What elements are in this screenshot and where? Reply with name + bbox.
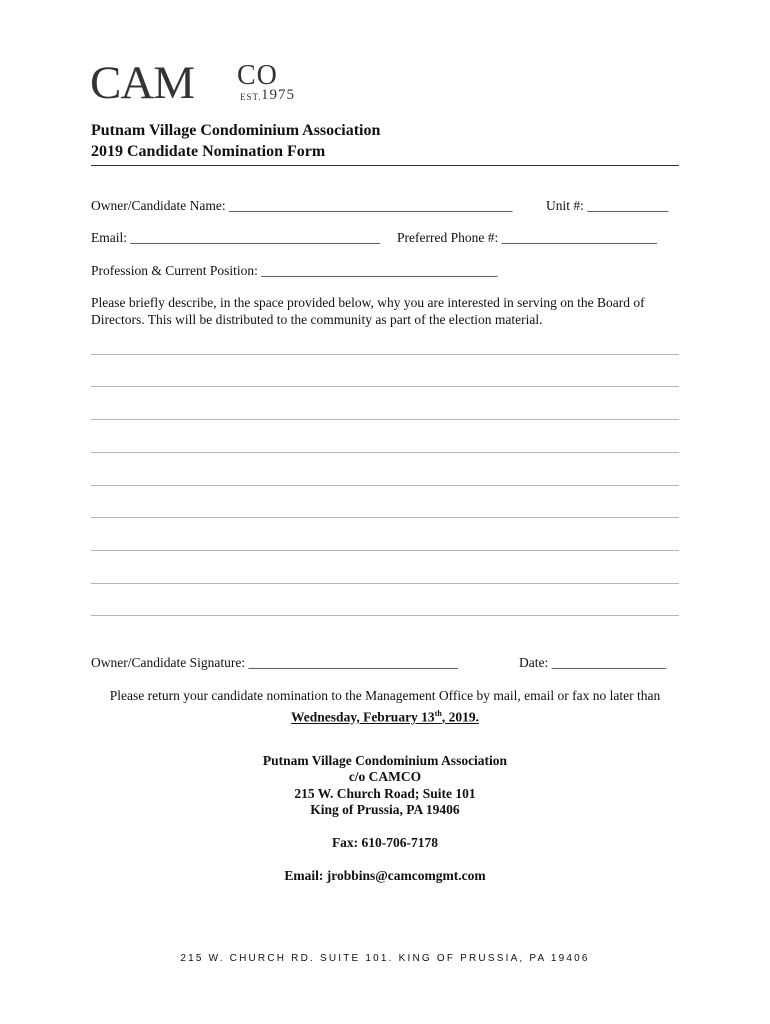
owner-name-field[interactable]: Owner/Candidate Name: __________________________________________ <box>91 198 513 213</box>
logo-name: CAM <box>90 57 195 109</box>
address-street: 215 W. Church Road; Suite 101 <box>294 786 476 801</box>
footer-address: 215 W. CHURCH RD. SUITE 101. KING OF PRUSSIA, PA 19406 <box>180 953 590 964</box>
logo-suffix: CO <box>237 60 278 91</box>
email-field[interactable]: Email: _____________________________________ <box>91 230 381 245</box>
writing-line[interactable] <box>91 485 679 486</box>
title-divider <box>91 165 679 166</box>
deadline-date-year: , 2019. <box>441 709 479 725</box>
camco-logo <box>90 57 310 109</box>
address-email: Email: jrobbins@camcomgmt.com <box>284 868 486 883</box>
deadline-date-text: Wednesday, February 13 <box>291 709 435 725</box>
logo-est-label: EST. <box>240 92 262 102</box>
signature-field[interactable]: Owner/Candidate Signature: _______________________________ <box>91 655 458 670</box>
writing-line[interactable] <box>91 615 679 616</box>
return-instructions: Please return your candidate nomination to the Management Office by mail, email or fax no later than <box>109 688 661 703</box>
address-fax: Fax: 610-706-7178 <box>331 835 439 850</box>
date-field[interactable]: Date: _________________ <box>519 655 667 670</box>
writing-line[interactable] <box>91 583 679 584</box>
phone-field[interactable]: Preferred Phone #: _______________________ <box>397 230 657 245</box>
writing-line[interactable] <box>91 386 679 387</box>
writing-line[interactable] <box>91 517 679 518</box>
writing-line[interactable] <box>91 419 679 420</box>
address-city: King of Prussia, PA 19406 <box>310 802 460 817</box>
form-title-nomination: 2019 Candidate Nomination Form <box>91 143 326 160</box>
writing-line[interactable] <box>91 550 679 551</box>
unit-field[interactable]: Unit #: ____________ <box>546 198 669 213</box>
deadline-date <box>0 705 770 726</box>
profession-field[interactable]: Profession & Current Position: ___________________________________ <box>91 263 498 278</box>
writing-line[interactable] <box>91 452 679 453</box>
address-care-of: c/o CAMCO <box>348 769 422 784</box>
logo-est-year: 1975 <box>261 87 295 103</box>
deadline-date-suffix: th <box>434 709 442 718</box>
address-org: Putnam Village Condominium Association <box>262 753 508 768</box>
form-title-association: Putnam Village Condominium Association <box>91 122 381 139</box>
instructions-text: Please briefly describe, in the space provided below, why you are interested in serving on the Board of Directors. This will be distributed to the community as part of the election material. <box>91 295 645 327</box>
writing-line[interactable] <box>91 354 679 355</box>
